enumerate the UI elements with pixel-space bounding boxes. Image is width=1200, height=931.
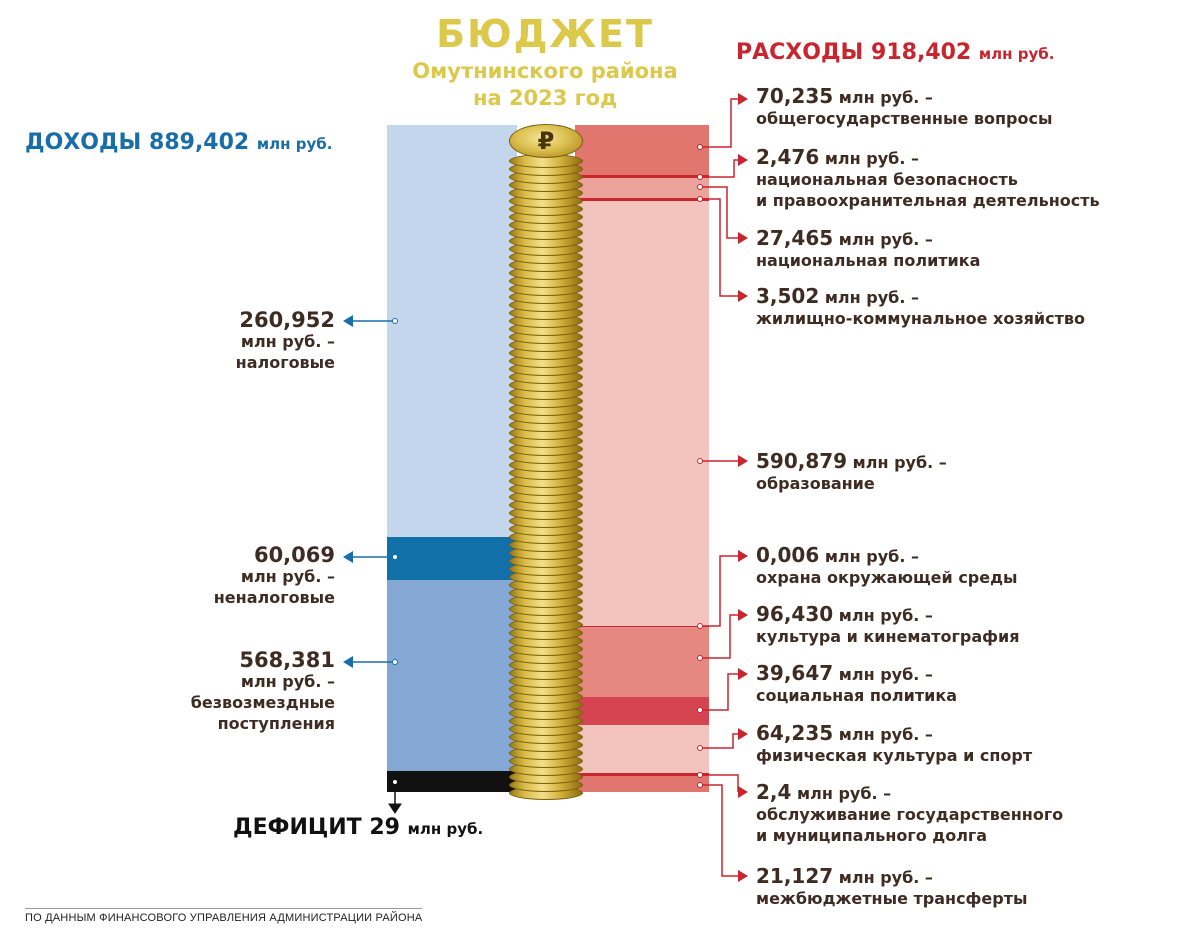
expense-item-label: национальная безопасность (756, 170, 1018, 189)
deficit-label-text: ДЕФИЦИТ (233, 815, 362, 840)
income-item-value: 60,069 (253, 543, 335, 567)
expense-item-unit: млн руб. – (797, 784, 892, 803)
expense-item-housing (756, 286, 1085, 329)
arrow-right-icon (738, 93, 748, 105)
expense-item-unit: млн руб. – (838, 725, 933, 744)
expense-item-label: жилищно-коммунальное хозяйство (756, 309, 1085, 328)
expense-item-sport (756, 723, 1032, 766)
expense-item-label: физическая культура и спорт (756, 746, 1033, 765)
expense-header-value: 918,402 (871, 40, 972, 65)
expense-item-label-2: и муниципального долга (756, 826, 988, 845)
expense-item-social (756, 663, 957, 706)
deficit-value: 29 (369, 815, 400, 840)
arrow-right-icon (738, 550, 748, 562)
expense-item-label: культура и кинематография (756, 627, 1020, 646)
expense-item-label: образование (756, 474, 875, 493)
arrow-down-icon (389, 804, 401, 813)
arrow-right-icon (738, 870, 748, 882)
expense-item-value: 2,476 (756, 145, 820, 169)
expense-header-unit: млн руб. (978, 45, 1055, 63)
arrow-left-icon (343, 315, 353, 327)
income-item-unit: млн руб. – (240, 672, 335, 691)
arrow-right-icon (738, 786, 748, 798)
expense-item-label: обслуживание государственного (756, 805, 1064, 824)
connector-dot (393, 780, 398, 785)
expense-connector-housing (700, 199, 738, 296)
expense-item-national-policy (756, 228, 980, 271)
income-header-unit: млн руб. (256, 135, 333, 153)
expense-connector-transfers (700, 785, 738, 876)
expense-item-unit: млн руб. – (824, 149, 919, 168)
income-item-label: безвозмездные (190, 693, 335, 712)
expense-connector-culture (700, 615, 738, 658)
connector-dot (393, 319, 398, 324)
subtitle-line-1: Омутнинского района (412, 59, 678, 83)
expense-item-general (756, 86, 1052, 129)
footer-divider (25, 908, 422, 909)
expense-item-value: 96,430 (756, 602, 834, 626)
expense-item-label-2: и правоохранительная деятельность (756, 191, 1100, 210)
expense-item-unit: млн руб. – (838, 606, 933, 625)
deficit-unit: млн руб. (407, 820, 484, 838)
expense-connector-sport (700, 734, 738, 748)
expense-connector-security (700, 160, 738, 177)
arrow-right-icon (738, 232, 748, 244)
expense-connector-social (700, 674, 738, 710)
expense-item-label: социальная политика (756, 686, 957, 705)
expense-header-label: РАСХОДЫ (736, 40, 864, 65)
expense-connector-national-policy (700, 187, 738, 238)
expense-item-label: охрана окружающей среды (756, 568, 1018, 587)
expense-item-debt (756, 782, 1063, 846)
connector-dot (393, 555, 398, 560)
income-item-nontax (5, 545, 335, 608)
arrow-right-icon (738, 728, 748, 740)
income-item-value: 568,381 (239, 648, 335, 672)
arrow-right-icon (738, 609, 748, 621)
expense-item-culture (756, 604, 1020, 647)
income-item-tax (5, 310, 335, 373)
expense-item-value: 590,879 (756, 449, 848, 473)
income-item-label-2: поступления (217, 714, 335, 733)
deficit-label (233, 815, 483, 840)
income-header-label: ДОХОДЫ (25, 130, 142, 155)
arrow-left-icon (343, 656, 353, 668)
expense-item-unit: млн руб. – (838, 665, 933, 684)
income-item-label: налоговые (235, 353, 335, 372)
income-item-value: 260,952 (239, 308, 335, 332)
budget-title: БЮДЖЕТ (436, 12, 654, 56)
expense-connector-debt (700, 775, 738, 792)
connector-dot (393, 660, 398, 665)
expense-item-unit: млн руб. – (824, 288, 919, 307)
expense-item-unit: млн руб. – (838, 868, 933, 887)
expense-item-environment (756, 545, 1018, 588)
expense-item-value: 70,235 (756, 84, 834, 108)
expense-item-value: 27,465 (756, 226, 834, 250)
arrow-right-icon (738, 668, 748, 680)
arrow-left-icon (343, 551, 353, 563)
income-item-unit: млн руб. – (240, 332, 335, 351)
expense-item-value: 2,4 (756, 780, 792, 804)
income-item-gratuitous (5, 650, 335, 734)
expense-item-label: общегосударственные вопросы (756, 109, 1053, 128)
expense-item-unit: млн руб. – (838, 230, 933, 249)
subtitle-line-2: на 2023 год (472, 86, 618, 110)
expense-item-label: национальная политика (756, 251, 981, 270)
income-item-unit: млн руб. – (240, 567, 335, 586)
income-item-label: неналоговые (213, 588, 335, 607)
expense-item-value: 64,235 (756, 721, 834, 745)
expense-item-unit: млн руб. – (852, 453, 947, 472)
arrow-right-icon (738, 455, 748, 467)
expense-item-education (756, 451, 947, 494)
arrow-right-icon (738, 290, 748, 302)
expense-item-value: 3,502 (756, 284, 820, 308)
expense-item-unit: млн руб. – (838, 88, 933, 107)
expense-item-value: 39,647 (756, 661, 834, 685)
arrow-right-icon (738, 154, 748, 166)
expense-item-unit: млн руб. – (824, 547, 919, 566)
expense-item-label: межбюджетные трансферты (756, 889, 1028, 908)
income-header-value: 889,402 (149, 130, 250, 155)
expense-item-value: 0,006 (756, 543, 820, 567)
source-note: ПО ДАННЫМ ФИНАНСОВОГО УПРАВЛЕНИЯ АДМИНИСТРАЦИИ РАЙОНА (25, 912, 423, 924)
ruble-coin-icon: ₽ (509, 124, 583, 158)
expense-item-value: 21,127 (756, 864, 834, 888)
expense-connector-general (700, 99, 738, 147)
expense-item-transfers (756, 866, 1027, 909)
expense-item-security (756, 147, 1100, 211)
